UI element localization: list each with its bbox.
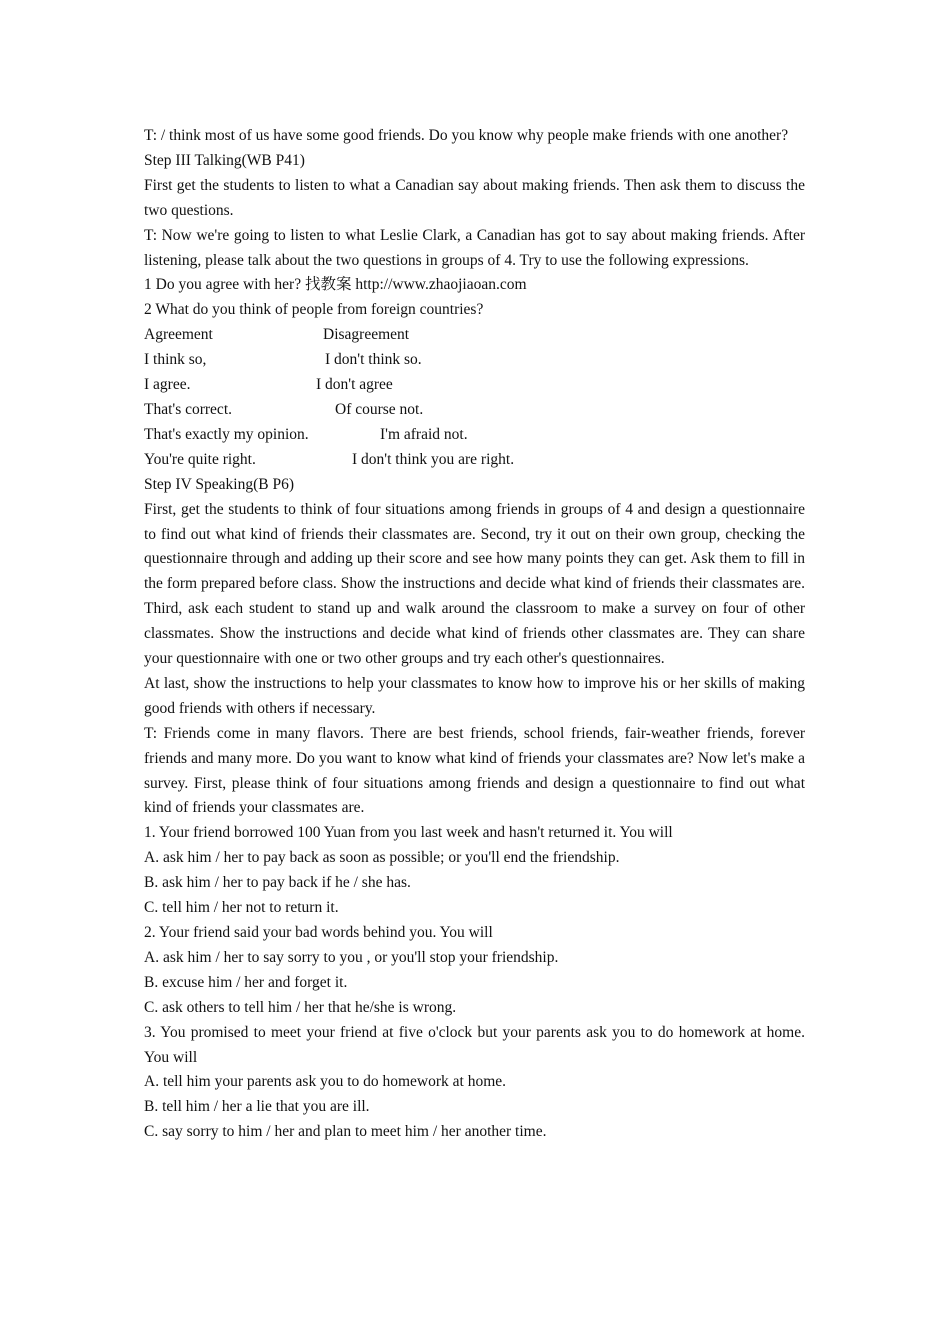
- agreement-cell: That's exactly my opinion.: [144, 425, 309, 443]
- instructions-paragraph: At last, show the instructions to help your classmates to know how to improve his or her skills of making good friends with others if necessary.: [144, 674, 805, 717]
- agreement-cell: That's correct.: [144, 400, 232, 418]
- situation-1-option-c: C. tell him / her not to return it.: [144, 899, 339, 917]
- disagreement-cell: I'm afraid not.: [380, 425, 468, 443]
- expression-row: [144, 398, 805, 423]
- disagreement-cell: Of course not.: [335, 400, 424, 418]
- intro-paragraph: T: / think most of us have some good friends. Do you know why people make friends with one another?: [144, 127, 789, 144]
- expression-row: [144, 348, 805, 373]
- step-iv-heading: Step IV Speaking(B P6): [144, 475, 294, 493]
- situation-2: 2. Your friend said your bad words behind you. You will: [144, 924, 493, 941]
- agreement-cell: I think so,: [144, 351, 207, 369]
- disagreement-cell: Disagreement: [323, 326, 410, 344]
- expression-row: [144, 373, 805, 398]
- step-iv-paragraph: First, get the students to think of four situations among friends in groups of 4 and design a questionnaire to find out what kind of friends their classmates are. Second, try it out on their own group, checking the questionnaire through and adding up their score and see how many points they can get. Ask them to fill in the form prepared before class. Show the instructions and decide what kind of friends their classmates are. Third, ask each student to stand up and walk around the classroom to make a survey on four of other classmates. Show the instructions and decide what kind of friends other classmates are. They can share your questionnaire with one or two other groups and try each other's questionnaires.: [144, 500, 805, 668]
- agreement-cell: I agree.: [144, 376, 191, 394]
- situation-1-option-b: B. ask him / her to pay back if he / she has.: [144, 874, 411, 892]
- situation-3: 3. You promised to meet your friend at five o'clock but your parents ask you to do homework at home. You will: [144, 1023, 805, 1066]
- situation-1: 1. Your friend borrowed 100 Yuan from you last week and hasn't returned it. You will: [144, 824, 673, 842]
- question-2: 2 What do you think of people from foreign countries?: [144, 301, 484, 319]
- disagreement-cell: I don't think you are right.: [352, 450, 515, 468]
- step-iii-heading: Step III Talking(WB P41): [144, 151, 305, 169]
- teacher-survey-paragraph: T: Friends come in many flavors. There are best friends, school friends, fair-weather friends, forever friends and many more. Do you want to know what kind of friends your classmates are? Now let's make a survey. First, please think of four situations among friends and design a questionnaire to find out what kind of friends your classmates are.: [144, 724, 805, 817]
- agreement-cell: Agreement: [144, 326, 213, 344]
- expression-row: [144, 423, 805, 448]
- expressions-table: [144, 323, 805, 472]
- document-body: [144, 124, 805, 1145]
- situation-3-option-c: C. say sorry to him / her and plan to meet him / her another time.: [144, 1123, 547, 1141]
- situation-2-option-b: B. excuse him / her and forget it.: [144, 973, 348, 991]
- situation-3-option-a: A. tell him your parents ask you to do homework at home.: [144, 1073, 507, 1091]
- expression-row: [144, 323, 805, 348]
- situation-3-option-b: B. tell him / her a lie that you are ill.: [144, 1098, 370, 1116]
- expression-row: [144, 448, 805, 473]
- agreement-cell: You're quite right.: [144, 450, 256, 468]
- teacher-talk-paragraph: T: Now we're going to listen to what Leslie Clark, a Canadian has got to say about making friends. After listening, please talk about the two questions in groups of 4. Try to use the following expressions.: [144, 226, 805, 269]
- situation-2-option-a: A. ask him / her to say sorry to you , or you'll stop your friendship.: [144, 948, 559, 966]
- situation-1-option-a: A. ask him / her to pay back as soon as possible; or you'll end the friendship.: [144, 849, 620, 867]
- question-1: 1 Do you agree with her? 找教案 http://www.zhaojiaoan.com: [144, 276, 527, 294]
- situation-2-option-c: C. ask others to tell him / her that he/she is wrong.: [144, 998, 457, 1016]
- disagreement-cell: I don't think so.: [325, 351, 422, 369]
- disagreement-cell: I don't agree: [316, 376, 393, 394]
- step-iii-paragraph: First get the students to listen to what a Canadian say about making friends. Then ask them to discuss the two questions.: [144, 176, 805, 219]
